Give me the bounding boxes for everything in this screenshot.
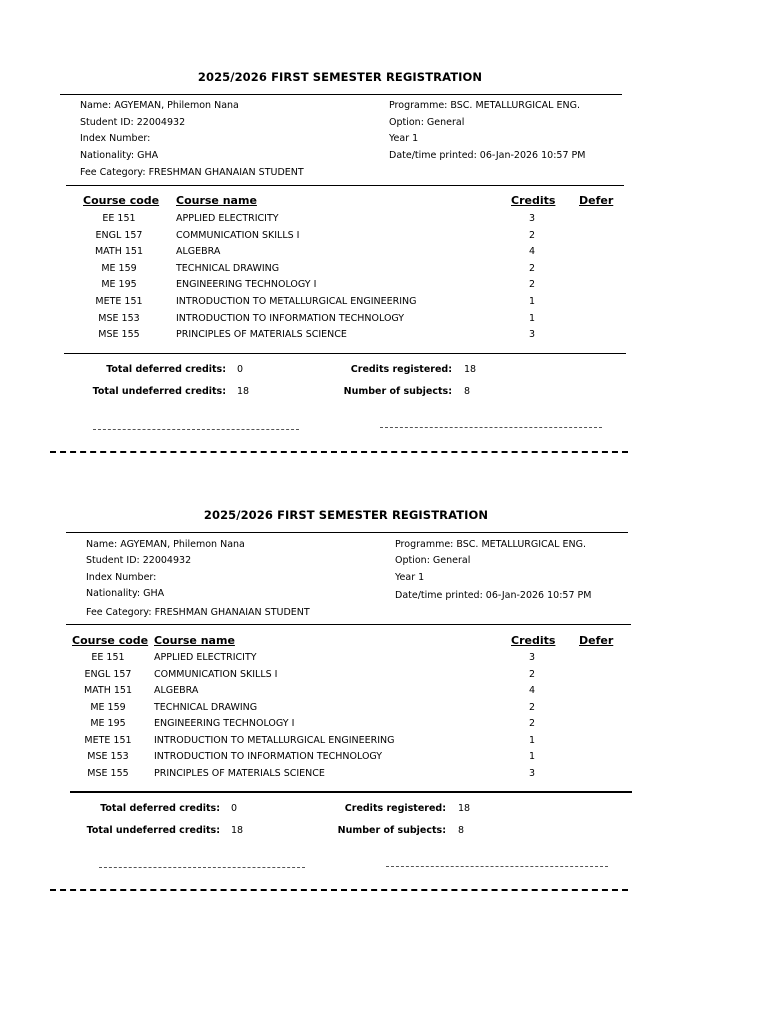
- header-course-name: Course name: [154, 634, 235, 647]
- slip-title: 2025/2026 FIRST SEMESTER REGISTRATION: [203, 508, 489, 522]
- student-id: Student ID: 22004932: [86, 555, 192, 566]
- course-name: TECHNICAL DRAWING: [154, 702, 258, 713]
- course-credits: 1: [528, 751, 536, 762]
- option: Option: General: [389, 117, 465, 128]
- cut-line: [50, 889, 628, 891]
- nationality: Nationality: GHA: [86, 588, 165, 599]
- number-of-subjects-value: 8: [464, 386, 471, 397]
- course-code: MSE 155: [87, 768, 129, 779]
- header-defer: Defer: [579, 194, 614, 207]
- divider: [70, 791, 632, 793]
- date-time-printed: Date/time printed: 06-Jan-2026 10:57 PM: [395, 590, 592, 601]
- signature-line: [93, 429, 299, 430]
- course-credits: 1: [528, 735, 536, 746]
- header-defer: Defer: [579, 634, 614, 647]
- course-code: ME 159: [101, 263, 137, 274]
- credits-registered-value: 18: [458, 803, 471, 814]
- course-name: PRINCIPLES OF MATERIALS SCIENCE: [176, 329, 347, 340]
- year: Year 1: [395, 572, 425, 583]
- course-code: MATH 151: [83, 685, 133, 696]
- course-name: TECHNICAL DRAWING: [176, 263, 280, 274]
- course-credits: 2: [528, 702, 536, 713]
- credits-registered-label: Credits registered:: [344, 803, 446, 814]
- course-name: PRINCIPLES OF MATERIALS SCIENCE: [154, 768, 325, 779]
- total-deferred-value: 0: [231, 803, 238, 814]
- fee-category: Fee Category: FRESHMAN GHANAIAN STUDENT: [80, 167, 304, 178]
- course-credits: 3: [528, 652, 536, 663]
- year: Year 1: [389, 133, 419, 144]
- index-number: Index Number:: [86, 572, 157, 583]
- course-credits: 2: [528, 263, 536, 274]
- course-name: COMMUNICATION SKILLS I: [154, 669, 278, 680]
- course-name: INTRODUCTION TO INFORMATION TECHNOLOGY: [176, 313, 405, 324]
- course-code: MSE 153: [98, 313, 140, 324]
- signature-line: [99, 867, 305, 868]
- header-course-code: Course code: [83, 194, 160, 207]
- course-name: ALGEBRA: [154, 685, 199, 696]
- course-code: EE 151: [91, 652, 125, 663]
- fee-category: Fee Category: FRESHMAN GHANAIAN STUDENT: [86, 607, 310, 618]
- credits-registered-label: Credits registered:: [350, 364, 452, 375]
- student-name: Name: AGYEMAN, Philemon Nana: [86, 539, 245, 550]
- course-code: EE 151: [102, 213, 136, 224]
- credits-registered-value: 18: [464, 364, 477, 375]
- course-credits: 2: [528, 279, 536, 290]
- course-credits: 3: [528, 768, 536, 779]
- course-code: MATH 151: [94, 246, 144, 257]
- header-credits: Credits: [511, 634, 556, 647]
- header-credits: Credits: [511, 194, 556, 207]
- option: Option: General: [395, 555, 471, 566]
- course-name: INTRODUCTION TO INFORMATION TECHNOLOGY: [154, 751, 383, 762]
- course-name: ALGEBRA: [176, 246, 221, 257]
- header-course-code: Course code: [72, 634, 149, 647]
- course-credits: 2: [528, 669, 536, 680]
- number-of-subjects-label: Number of subjects:: [337, 825, 446, 836]
- course-credits: 4: [528, 246, 536, 257]
- header-course-name: Course name: [176, 194, 257, 207]
- course-name: INTRODUCTION TO METALLURGICAL ENGINEERING: [154, 735, 395, 746]
- course-code: ME 195: [101, 279, 137, 290]
- course-code: ENGL 157: [95, 230, 143, 241]
- total-undeferred-label: Total undeferred credits:: [92, 386, 226, 397]
- course-name: APPLIED ELECTRICITY: [154, 652, 257, 663]
- course-credits: 4: [528, 685, 536, 696]
- total-deferred-value: 0: [237, 364, 244, 375]
- divider: [66, 624, 631, 625]
- divider: [66, 185, 624, 186]
- course-name: COMMUNICATION SKILLS I: [176, 230, 300, 241]
- course-credits: 1: [528, 296, 536, 307]
- student-id: Student ID: 22004932: [80, 117, 186, 128]
- programme: Programme: BSC. METALLURGICAL ENG.: [389, 100, 580, 111]
- programme: Programme: BSC. METALLURGICAL ENG.: [395, 539, 586, 550]
- course-credits: 2: [528, 230, 536, 241]
- course-credits: 3: [528, 329, 536, 340]
- total-deferred-label: Total deferred credits:: [100, 803, 220, 814]
- number-of-subjects-value: 8: [458, 825, 465, 836]
- nationality: Nationality: GHA: [80, 150, 159, 161]
- divider: [64, 353, 626, 354]
- date-time-printed: Date/time printed: 06-Jan-2026 10:57 PM: [389, 150, 586, 161]
- number-of-subjects-label: Number of subjects:: [343, 386, 452, 397]
- divider: [60, 94, 622, 95]
- total-deferred-label: Total deferred credits:: [106, 364, 226, 375]
- course-code: MSE 153: [87, 751, 129, 762]
- slip-title: 2025/2026 FIRST SEMESTER REGISTRATION: [197, 70, 483, 84]
- course-name: ENGINEERING TECHNOLOGY I: [176, 279, 317, 290]
- course-code: ME 159: [90, 702, 126, 713]
- total-undeferred-value: 18: [237, 386, 250, 397]
- course-code: ENGL 157: [84, 669, 132, 680]
- course-name: APPLIED ELECTRICITY: [176, 213, 279, 224]
- course-credits: 3: [528, 213, 536, 224]
- student-name: Name: AGYEMAN, Philemon Nana: [80, 100, 239, 111]
- course-credits: 1: [528, 313, 536, 324]
- total-undeferred-label: Total undeferred credits:: [86, 825, 220, 836]
- signature-line: [386, 866, 608, 867]
- course-code: METE 151: [95, 296, 143, 307]
- course-name: INTRODUCTION TO METALLURGICAL ENGINEERING: [176, 296, 417, 307]
- course-credits: 2: [528, 718, 536, 729]
- course-code: METE 151: [84, 735, 132, 746]
- divider: [66, 532, 628, 533]
- total-undeferred-value: 18: [231, 825, 244, 836]
- course-name: ENGINEERING TECHNOLOGY I: [154, 718, 295, 729]
- signature-line: [380, 427, 602, 428]
- index-number: Index Number:: [80, 133, 151, 144]
- course-code: ME 195: [90, 718, 126, 729]
- cut-line: [50, 451, 628, 453]
- course-code: MSE 155: [98, 329, 140, 340]
